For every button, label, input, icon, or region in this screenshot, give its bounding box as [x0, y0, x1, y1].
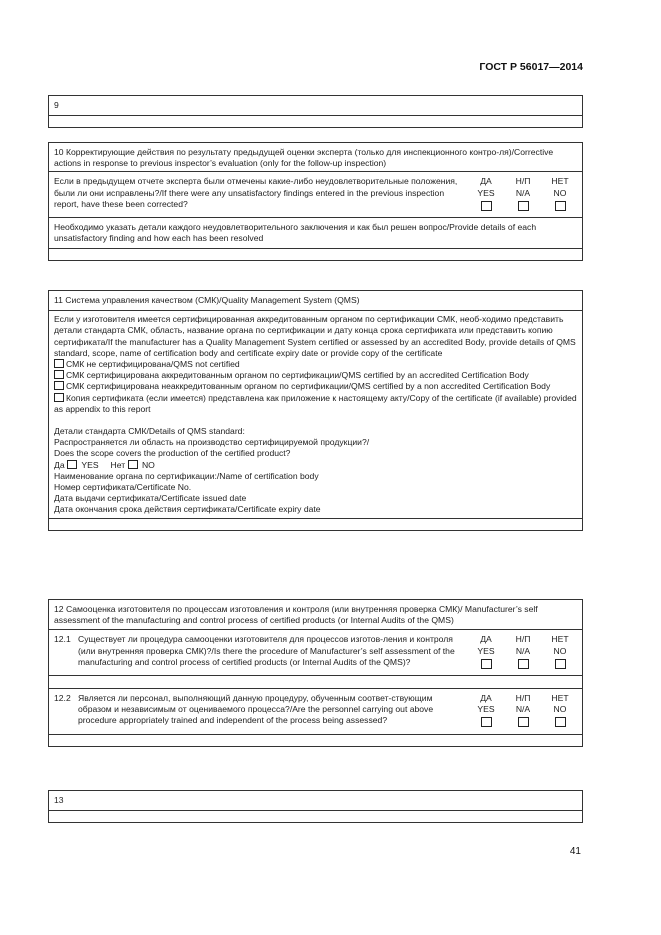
certificate-copy-checkbox[interactable]	[54, 393, 64, 402]
document-standard-header: ГОСТ Р 56017—2014	[479, 61, 583, 73]
section-13-title: 13	[49, 791, 582, 811]
section-13-table	[48, 790, 583, 823]
no-en-label: NO	[553, 645, 567, 656]
qms-option-item	[54, 393, 577, 415]
certificate-expiry-date-field[interactable]: Дата окончания срока действия сертификата/Certificate expiry date	[54, 504, 321, 515]
na-en-label: N/A	[515, 704, 531, 715]
yes-en-label: YES	[477, 645, 495, 656]
answer-options	[469, 693, 577, 731]
certificate-number-field[interactable]: Номер сертификата/Certificate No.	[54, 482, 192, 493]
section-10-answer-row[interactable]	[49, 249, 582, 260]
scope-question-en: Does the scope covers the production of the certified product?	[54, 448, 291, 459]
na-checkbox[interactable]	[518, 201, 529, 211]
yes-ru-label: ДА	[480, 176, 492, 187]
scope-no-en: NO	[141, 459, 155, 470]
qms-option-label: Копия сертификата (если имеется) представлена как приложение к настоящему акту/Copy of the certificate (if available) provided as appendix to this report	[54, 392, 577, 414]
section-11-answer-row[interactable]	[49, 519, 582, 530]
qms-option-label: СМК сертифицирована аккредитованным органом по сертификации/QMS certified by an accredited Certification Body	[66, 370, 529, 381]
yes-checkbox[interactable]	[481, 201, 492, 211]
no-ru-label: НЕТ	[551, 176, 569, 187]
scope-yes-en: YES	[81, 459, 99, 470]
question-number: 12.1	[54, 634, 71, 645]
section-11-title: 11 Система управления качеством (СМК)/Quality Management System (QMS)	[49, 291, 582, 311]
na-en-label: N/A	[515, 187, 531, 198]
section-12-1-answer-row[interactable]	[49, 676, 582, 689]
no-checkbox[interactable]	[555, 717, 566, 727]
section-13-answer-row[interactable]	[49, 811, 582, 822]
qms-option-label: СМК сертифицирована неаккредитованным органом по сертификации/QMS certified by a non accredited Certification Body	[66, 381, 551, 392]
yes-en-label: YES	[477, 704, 495, 715]
qms-not-certified-checkbox[interactable]	[54, 359, 64, 368]
no-en-label: NO	[553, 187, 567, 198]
yes-ru-label: ДА	[480, 634, 492, 645]
section-12-2-row	[49, 689, 582, 735]
yes-ru-label: ДА	[480, 693, 492, 704]
na-ru-label: Н/П	[515, 176, 531, 187]
certification-body-name-field[interactable]: Наименование органа по сертификации:/Name of certification body	[54, 470, 319, 481]
no-checkbox[interactable]	[555, 201, 566, 211]
section-9-title: 9	[49, 96, 582, 116]
scope-yes-checkbox[interactable]	[67, 460, 77, 469]
no-ru-label: НЕТ	[551, 693, 569, 704]
section-12-table	[48, 599, 583, 747]
scope-no-checkbox[interactable]	[128, 460, 138, 469]
scope-question-ru: Распространяется ли область на производство сертифицируемой продукции?/	[54, 437, 370, 448]
na-ru-label: Н/П	[515, 693, 531, 704]
na-checkbox[interactable]	[518, 717, 529, 727]
na-checkbox[interactable]	[518, 659, 529, 669]
no-ru-label: НЕТ	[551, 634, 569, 645]
section-10-detail-row: Необходимо указать детали каждого неудовлетворительного заключения и как был решен вопрос/Provide details of each unsatisfactory finding and how each has been resolved	[49, 218, 582, 249]
certificate-issued-date-field[interactable]: Дата выдачи сертификата/Certificate issued date	[54, 493, 247, 504]
section-11-intro: Если у изготовителя имеется сертифицированная аккредитованным органом по сертификации СМК, необ-ходимо представить детали стандарта СМК, область, название органа по сертификации и дату конца срока сертификата или представить копию сертификата/If the manufacturer has a Quality Management System certified or assessed by an accredited Body, provide details of QMS standard, scope, name of certification body and certificate expiry date or provide copy of the certificate	[54, 314, 576, 358]
section-10-question: Если в предыдущем отчете эксперта были отмечены какие-либо неудовлетворительные положения, были ли они исправлены?/If there were any unsatisfactory findings entered in the previous inspection report, have these been corrected?	[54, 176, 458, 209]
qms-option-item	[54, 381, 577, 392]
scope-answer	[54, 460, 577, 471]
section-10-title: 10 Корректирующие действия по результату предыдущей оценки эксперта (только для инспекционного контро-ля)/Corrective actions in response to previous inspector’s evaluation (only for the follow-up inspection)	[49, 143, 582, 172]
scope-no-ru: Нет	[110, 459, 126, 470]
question-number: 12.2	[54, 693, 71, 704]
answer-options	[469, 634, 577, 672]
question-12-1: Существует ли процедура самооценки изготовителя для процессов изготов-ления и контроля (или внутренняя проверка СМК)?/Is there the procedure of Manufacturer’s self assessment of the manufacturing and control process of certified products (or Internal Audits of the QMS)?	[78, 634, 455, 667]
section-12-2-answer-row[interactable]	[49, 735, 582, 746]
section-11-body	[49, 311, 582, 518]
na-ru-label: Н/П	[515, 634, 531, 645]
qms-details-title: Детали стандарта СМК/Details of QMS standard:	[54, 426, 245, 437]
section-10-table	[48, 142, 583, 261]
yes-en-label: YES	[477, 187, 495, 198]
question-12-2: Является ли персонал, выполняющий данную процедуру, обученным соответ-ствующим образом и независимым от оцениваемого процесса?/Are the personnel carrying out above procedure appropriately trained and independent of the process being assessed?	[78, 693, 434, 726]
no-en-label: NO	[553, 704, 567, 715]
qms-option-item	[54, 370, 577, 381]
section-12-title: 12 Самооценка изготовителя по процессам изготовления и контроля (или внутренняя проверка СМК)/ Manufacturer’s self assessment of the manufacturing and control process of certified products (or Internal Audits of the QMS)	[49, 600, 582, 630]
page-number: 41	[569, 846, 581, 857]
section-11-table	[48, 290, 583, 531]
qms-option-label: СМК не сертифицирована/QMS not certified	[66, 359, 240, 370]
qms-accredited-checkbox[interactable]	[54, 370, 64, 379]
answer-options	[469, 176, 577, 214]
section-12-1-row	[49, 630, 582, 676]
section-9-answer-row[interactable]	[49, 116, 582, 127]
qms-option-item	[54, 359, 577, 370]
section-10-question-row	[49, 172, 582, 218]
qms-non-accredited-checkbox[interactable]	[54, 381, 64, 390]
scope-yes-ru: Да	[54, 459, 65, 470]
yes-checkbox[interactable]	[481, 717, 492, 727]
na-en-label: N/A	[515, 645, 531, 656]
section-9-table	[48, 95, 583, 128]
yes-checkbox[interactable]	[481, 659, 492, 669]
no-checkbox[interactable]	[555, 659, 566, 669]
